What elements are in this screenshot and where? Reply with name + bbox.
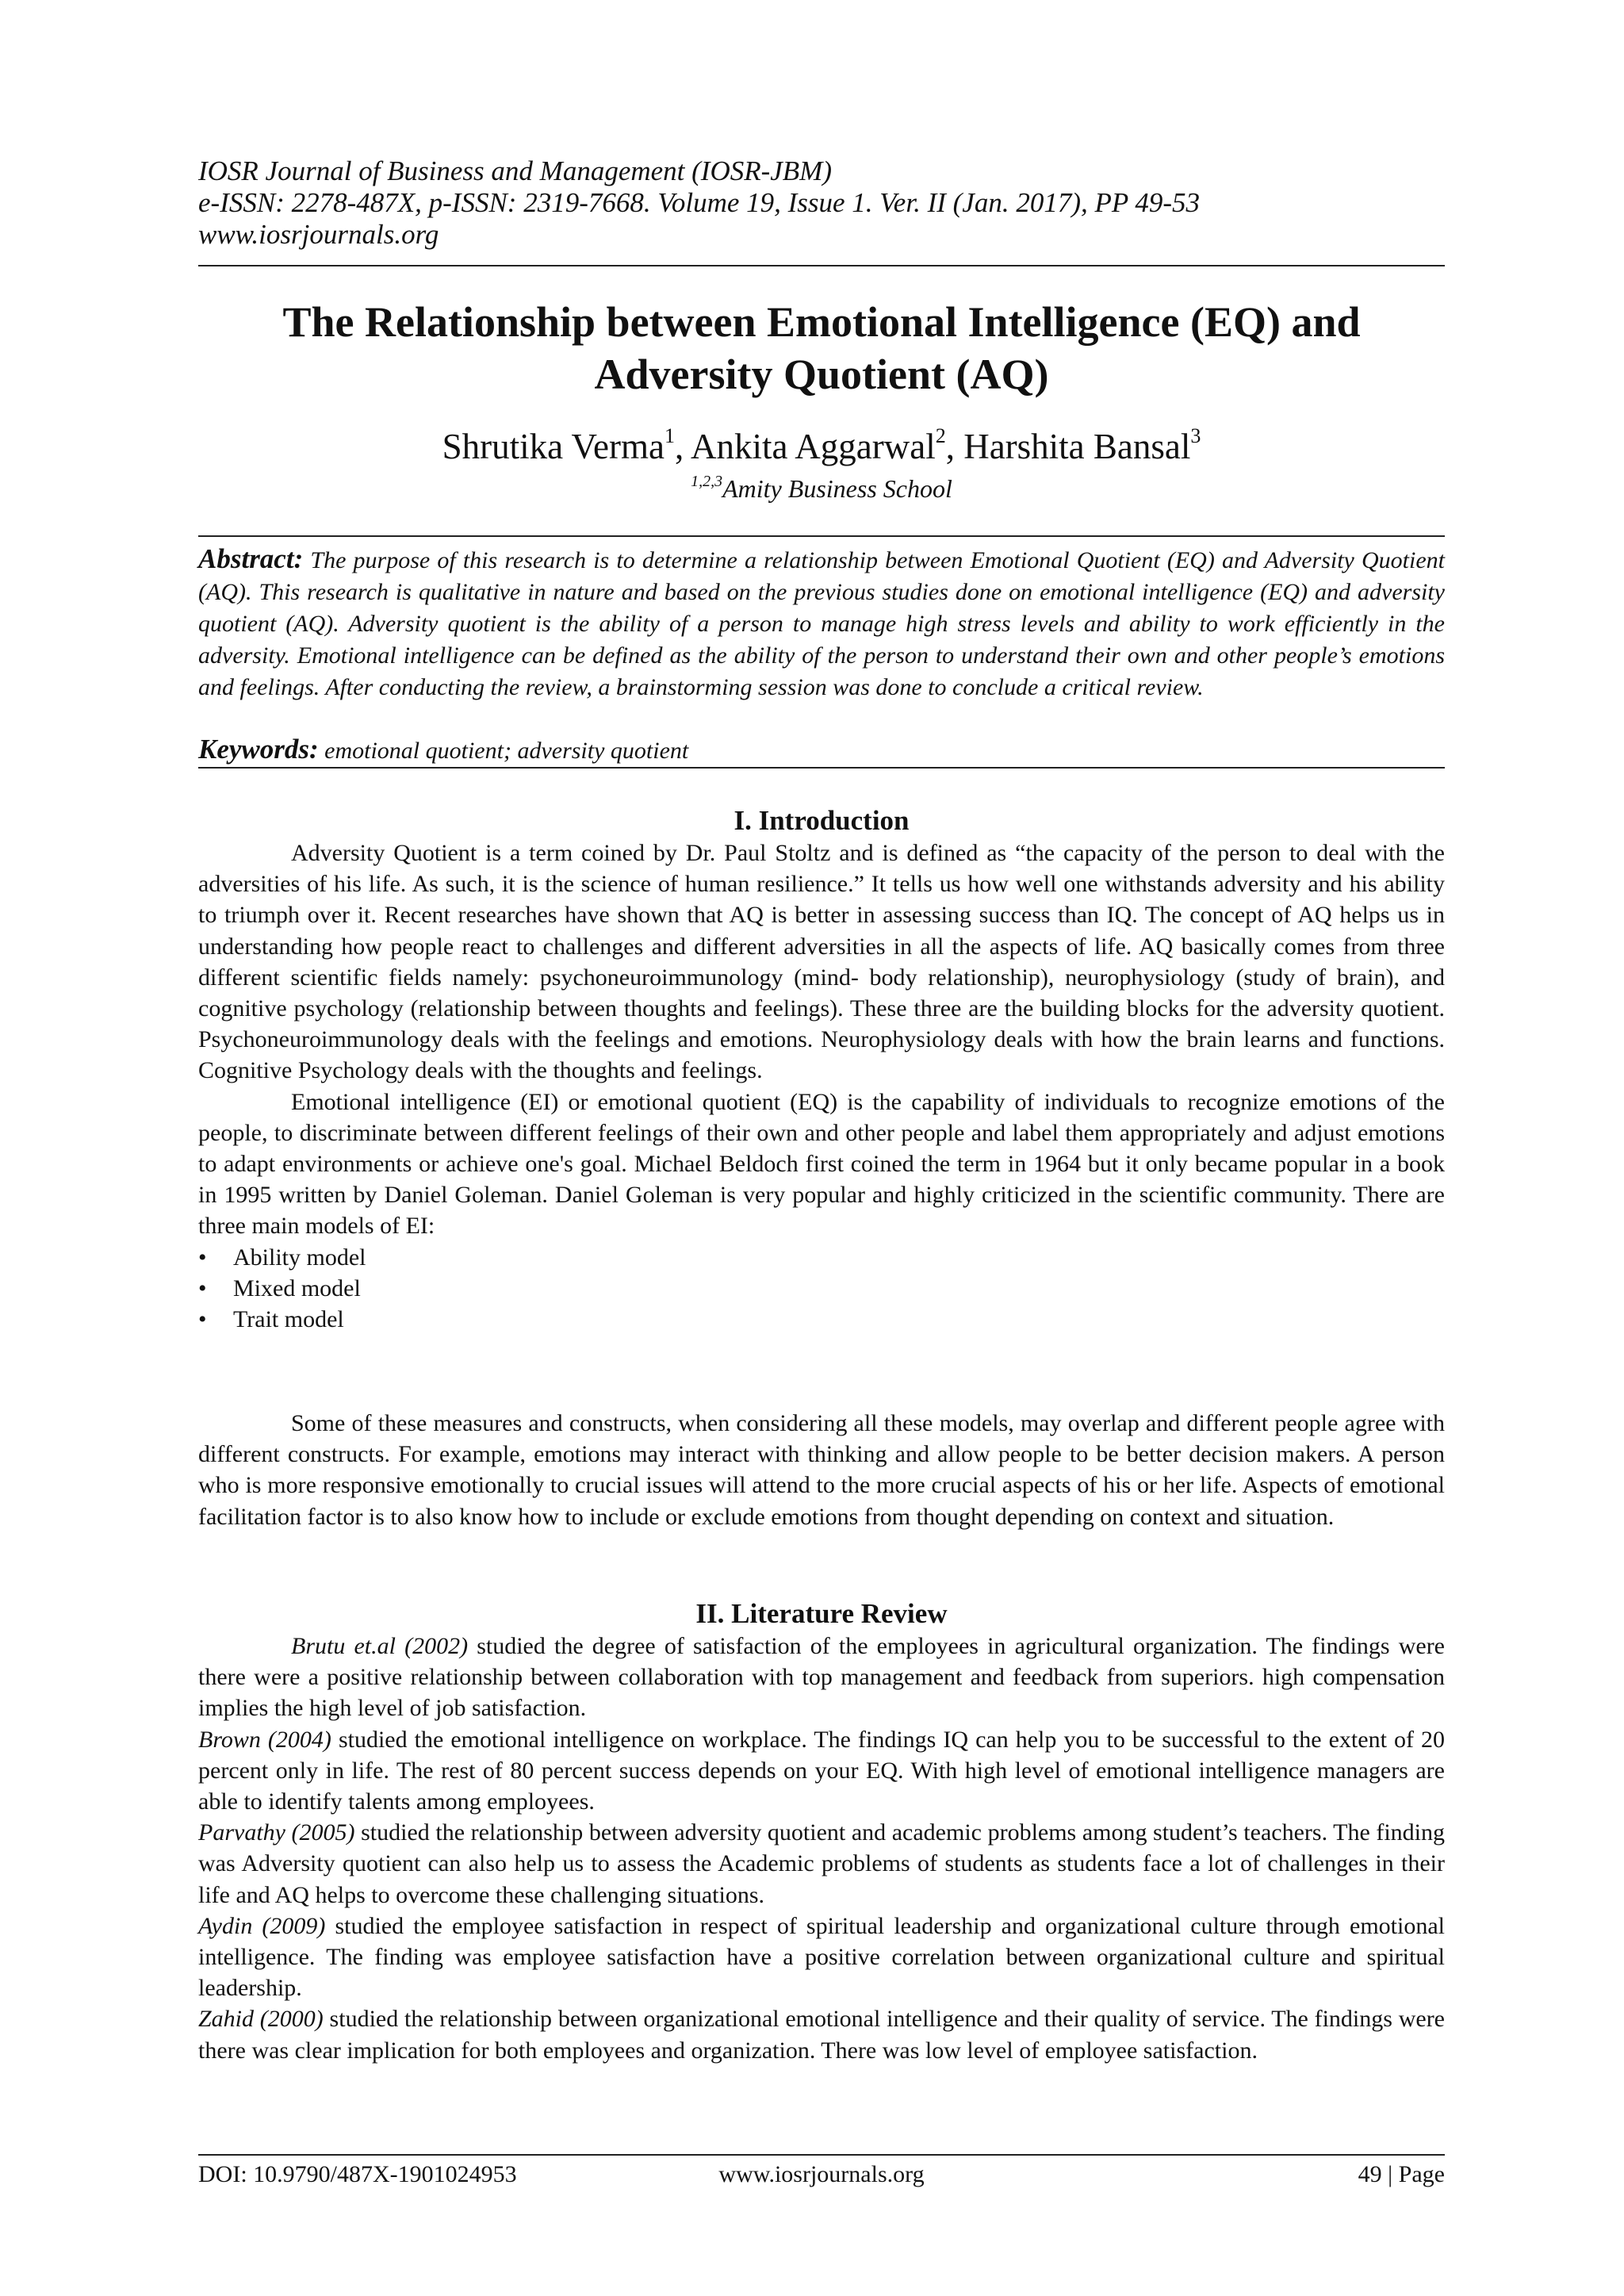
journal-header (198, 155, 1445, 251)
paragraph: Some of these measures and constructs, when considering all these models, may overlap and different people agree with different constructs. For example, emotions may interact with thinking and allow people to be better decision makers. A person who is more responsive emotionally to crucial issues will attend to the more crucial aspects of his or her life. Aspects of emotional facilitation factor is to also know how to include or exclude emotions from thought depending on context and situation. (198, 1410, 1445, 1530)
affiliation (198, 473, 1445, 504)
abstract-top-divider (198, 535, 1445, 537)
citation: Zahid (2000) (198, 2006, 324, 2033)
keywords (198, 734, 1445, 767)
ei-models-list (198, 1242, 1445, 1336)
abstract-label: Abstract: (198, 543, 304, 574)
journal-name: IOSR Journal of Business and Management (IOSR-JBM) (198, 155, 832, 186)
introduction-body-continued (198, 1408, 1445, 1532)
journal-issn: e-ISSN: 2278-487X, p-ISSN: 2319-7668. Volume 19, Issue 1. Ver. II (Jan. 2017), PP 49-53 (198, 187, 1201, 218)
paper-title (198, 296, 1445, 401)
lit-entry: Parvathy (2005) studied the relationship between adversity quotient and academic problems among student’s teachers. The finding was Adversity quotient can also help us to assess the Academic problems of students as students face a lot of challenges in their life and AQ helps to overcome these challenging situations. (198, 1819, 1446, 1908)
journal-website: www.iosrjournals.org (198, 219, 439, 250)
page-footer (198, 2159, 1445, 2191)
paragraph: Emotional intelligence (EI) or emotional quotient (EQ) is the capability of individuals to recognize emotions of the people, to discriminate between different feelings of their own and other people and label them appropriately and adjust emotions to adapt environments or achieve one's goal. Michael Beldoch first coined the term in 1964 but it only became popular in a book in 1995 written by Daniel Goleman. Daniel Goleman is very popular and highly criticized in the scientific community. There are three main models of EI: (198, 1088, 1445, 1240)
lit-entry: Brutu et.al (2002) studied the degree of satisfaction of the employees in agricultural organization. The findings were there were a positive relationship between collaboration with top management and feedback from superiors. high compensation implies the high level of job satisfaction. (198, 1633, 1445, 1722)
lit-entry: Brown (2004) studied the emotional intelligence on workplace. The findings IQ can help you to be successful to the extent of 20 percent only in life. The rest of 80 percent success depends on your EQ. With high level of emotional intelligence managers are able to identify talents among employees. (198, 1726, 1445, 1815)
list-item: • Mixed model (198, 1273, 1445, 1304)
keywords-label: Keywords: (198, 734, 319, 765)
author-name: Shrutika Verma (442, 427, 665, 466)
literature-review-body (198, 1631, 1445, 2066)
paper-page (198, 0, 1445, 2296)
abstract-text: The purpose of this research is to determine a relationship between Emotional Quotient (EQ) and Adversity Quotient (AQ). This research is qualitative in nature and based on the previous studies done on emotional intelligence (EQ) and adversity quotient (AQ). Adversity quotient is the ability of a person to manage high stress levels and ability to work efficiently in the adversity. Emotional intelligence can be defined as the ability of the person to understand their own and other people’s emotions and feelings. After conducting the review, a brainstorming session was done to conclude a critical review. (198, 547, 1445, 700)
citation: Brown (2004) (198, 1726, 331, 1753)
footer-website: www.iosrjournals.org (718, 2161, 925, 2187)
footer-divider (198, 2154, 1445, 2156)
author-name: Harshita Bansal (963, 427, 1191, 466)
keywords-text: emotional quotient; adversity quotient (318, 738, 689, 764)
footer-doi: DOI: 10.9790/487X-1901024953 (198, 2161, 517, 2187)
author-separator: , (945, 427, 964, 466)
bullet-icon: • (198, 1244, 207, 1271)
section-heading-literature-review: II. Literature Review (695, 1598, 948, 1629)
author-affiliation-mark: 2 (935, 424, 946, 447)
title-line-2: Adversity Quotient (AQ) (594, 351, 1049, 398)
header-divider (198, 265, 1445, 266)
introduction-body (198, 838, 1445, 1335)
citation: Brutu et.al (2002) (291, 1633, 469, 1659)
abstract (198, 543, 1445, 703)
lit-entry: Aydin (2009) studied the employee satisfaction in respect of spiritual leadership and organizational culture through emotional intelligence. The finding was employee satisfaction have a positive correlation between organizational culture and spiritual leadership. (198, 1912, 1445, 2002)
abstract-bottom-divider (198, 767, 1445, 769)
bullet-icon: • (198, 1274, 207, 1301)
paragraph: Adversity Quotient is a term coined by Dr. Paul Stoltz and is defined as “the capacity of the person to deal with the adversities of his life. As such, it is the science of human resilience.” It tells us how well one withstands adversity and his ability to triumph over it. Recent researches have shown that AQ is better in assessing success than IQ. The concept of AQ helps us in understanding how people react to challenges and different adversities in all the aspects of life. AQ basically comes from three different scientific fields namely: psychoneuroimmunology (mind- body relationship), neurophysiology (study of brain), and cognitive psychology (relationship between thoughts and feelings). These three are the building blocks for the adversity quotient. Psychoneuroimmunology deals with the feelings and emotions. Neurophysiology deals with how the brain learns and functions. Cognitive Psychology deals with the thoughts and feelings. (198, 840, 1445, 1084)
author-name: Ankita Aggarwal (691, 427, 936, 466)
list-item: • Trait model (198, 1304, 1445, 1335)
author-separator: , (675, 427, 691, 466)
citation: Parvathy (2005) (198, 1819, 355, 1846)
affiliation-name: Amity Business School (722, 474, 952, 503)
author-list (198, 425, 1445, 468)
bullet-icon: • (198, 1306, 207, 1333)
lit-entry: Zahid (2000) studied the relationship between organizational emotional intelligence and their quality of service. The findings were there was clear implication for both employees and organization. There was low level of employee satisfaction. (198, 2006, 1445, 2064)
list-item: • Ability model (198, 1242, 1445, 1273)
footer-page-number: 49 | Page (1358, 2161, 1445, 2187)
citation: Aydin (2009) (198, 1912, 326, 1939)
author-affiliation-mark: 3 (1190, 424, 1201, 447)
affiliation-mark: 1,2,3 (691, 473, 723, 490)
author-affiliation-mark: 1 (665, 424, 675, 447)
title-line-1: The Relationship between Emotional Intelligence (EQ) and (282, 298, 1361, 346)
section-heading-introduction: I. Introduction (733, 805, 910, 836)
